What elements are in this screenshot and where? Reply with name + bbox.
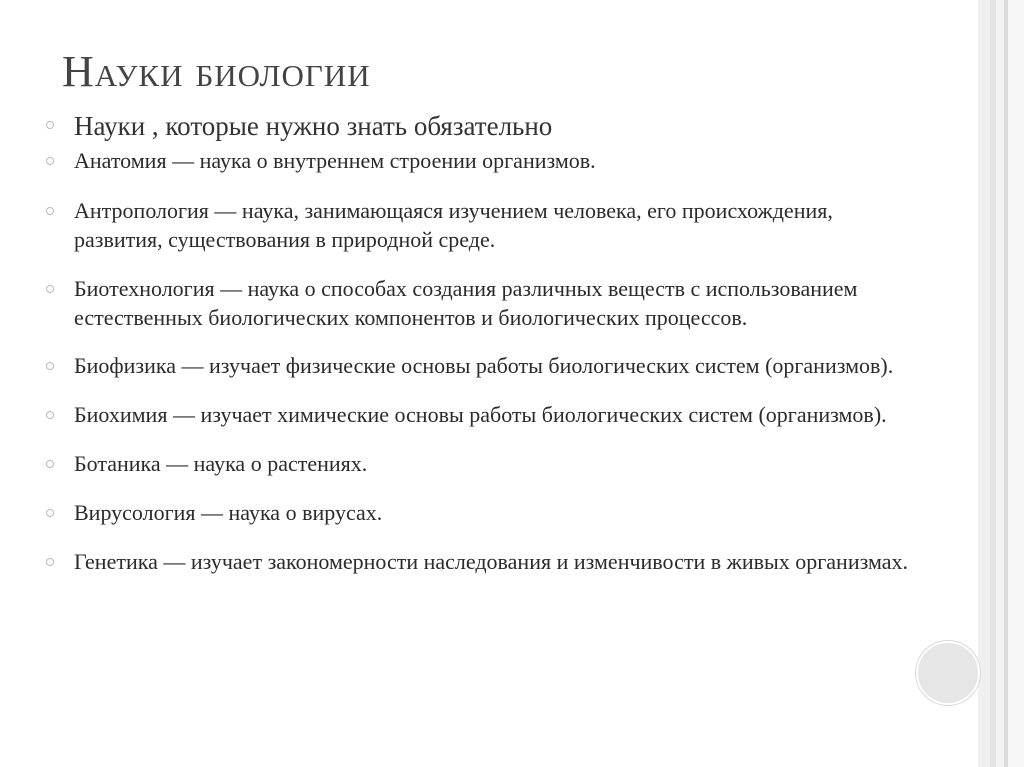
list-heading <box>46 108 926 144</box>
bullet-icon <box>46 362 54 370</box>
list-item-text: Биотехнология — наука о способах создания различных веществ с использованием естественных биологических компонентов и биологических процессов. <box>74 276 858 330</box>
list-item-text: Биохимия — изучает химические основы работы биологических систем (организмов). <box>74 402 887 427</box>
list-item-anthropology <box>46 196 926 254</box>
list-item-anatomy <box>46 146 926 175</box>
bullet-icon <box>46 157 54 165</box>
slide-title: Науки биологии <box>62 47 371 96</box>
stripe <box>1008 0 1024 767</box>
bullet-icon <box>46 460 54 468</box>
list-item-text: Антропология — наука, занимающаяся изучением человека, его происхождения, развития, существования в природной среде. <box>74 198 833 252</box>
bullet-icon <box>46 207 54 215</box>
list-item-text: Анатомия — наука о внутреннем строении организмов. <box>74 148 596 173</box>
list-item-virology <box>46 498 926 527</box>
list-item-biochemistry <box>46 400 926 429</box>
bullet-icon <box>46 121 54 129</box>
bullet-icon <box>46 558 54 566</box>
list-item-biotechnology <box>46 274 926 332</box>
stripe <box>996 0 1004 767</box>
bullet-icon <box>46 411 54 419</box>
list-item-text: Генетика — изучает закономерности наследования и изменчивости в живых организмах. <box>74 549 909 574</box>
list-heading-text: Науки , которые нужно знать обязательно <box>74 111 553 141</box>
bullet-icon <box>46 509 54 517</box>
decorative-circle <box>916 641 980 705</box>
list-item-text: Ботаника — наука о растениях. <box>74 451 368 476</box>
decorative-side-stripes <box>978 0 1024 767</box>
list-item-text: Биофизика — изучает физические основы работы биологических систем (организмов). <box>74 353 894 378</box>
bullet-list <box>46 108 926 596</box>
stripe <box>978 0 990 767</box>
list-item-text: Вирусология — наука о вирусах. <box>74 500 383 525</box>
list-item-botany <box>46 449 926 478</box>
bullet-icon <box>46 285 54 293</box>
list-item-biophysics <box>46 351 926 380</box>
list-item-genetics <box>46 547 926 576</box>
